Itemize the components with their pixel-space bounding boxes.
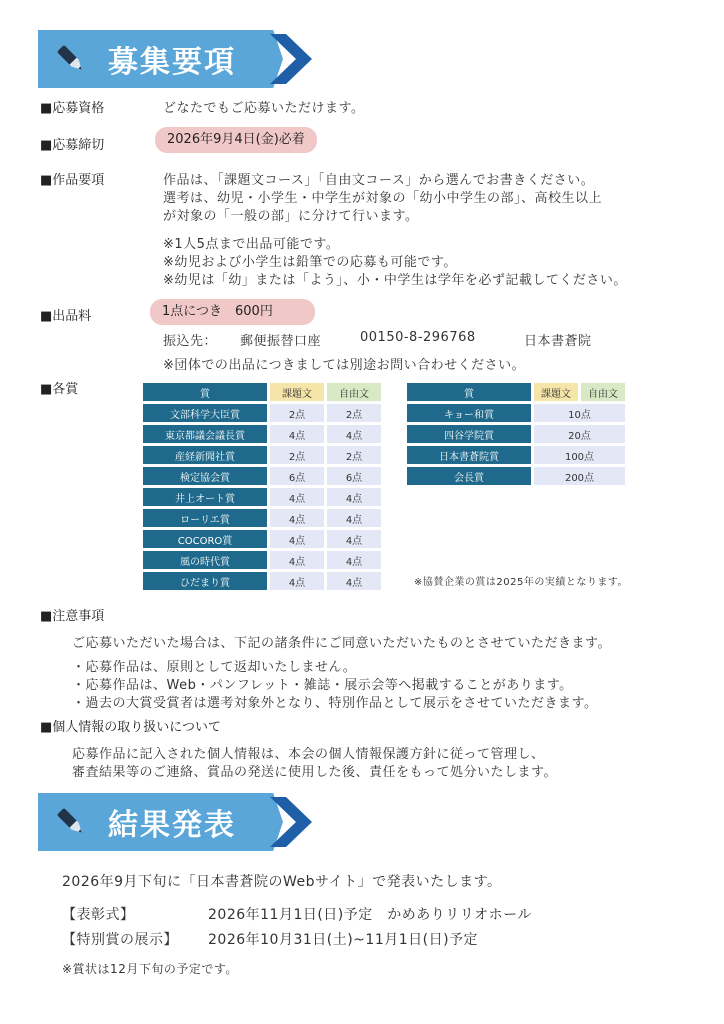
guidelines-line: が対象の「一般の部」に分けて行います。 [163,209,419,224]
prize-kadai: 2点 [270,446,324,464]
table-row [143,530,381,548]
prize-jiyu: 6点 [327,467,381,485]
table-row [143,446,381,464]
table-row [143,509,381,527]
prize-kadai: 4点 [270,530,324,548]
fee-label: ■出品料 [40,309,92,324]
notice-item: ・応募作品は、Web・パンフレット・雑誌・展示会等へ掲載することがあります。 [72,678,573,693]
prize-name: キョー和賞 [407,404,531,422]
prize-name: 会長賞 [407,467,531,485]
fee-note: ※団体での出品につきましては別途お問い合わせください。 [163,358,526,373]
prize-jiyu: 4点 [327,488,381,506]
prize-value: 200点 [534,467,625,485]
guidelines-note: ※1人5点まで出品可能です。 [163,237,340,252]
prize-name: 文部科学大臣賞 [143,404,267,422]
prize-name: ローリエ賞 [143,509,267,527]
prize-kadai: 2点 [270,404,324,422]
table-head-jiyu: 自由文 [327,383,381,401]
ceremony-text: 2026年11月1日(日)予定 かめありリリオホール [208,907,532,923]
exhibit-text: 2026年10月31日(土)~11月1日(日)予定 [208,932,479,948]
guidelines-label: ■作品要項 [40,173,105,188]
prize-kadai: 4点 [270,509,324,527]
table-row [143,551,381,569]
prize-kadai: 6点 [270,467,324,485]
privacy-label: ■個人情報の取り扱いについて [40,720,222,735]
prize-name: 四谷学院賞 [407,425,531,443]
prize-jiyu: 4点 [327,425,381,443]
table-row [143,404,381,422]
table-row [407,404,625,422]
awards-table-left [140,380,384,593]
results-note: ※賞状は12月下旬の予定です。 [62,962,238,976]
prize-name: 検定協会賞 [143,467,267,485]
guidelines-note: ※幼児は「幼」または「よう」、小・中学生は学年を必ず記載してください。 [163,273,627,288]
prize-value: 20点 [534,425,625,443]
prize-name: COCORO賞 [143,530,267,548]
notice-item: ・過去の大賞受賞者は選考対象外となり、特別作品として展示をさせていただきます。 [72,696,598,711]
eligibility-text: どなたでもご応募いただけます。 [163,101,365,116]
exhibit-label: 【特別賞の展示】 [62,932,178,948]
transfer-label: 振込先： [163,334,218,349]
prize-name: 産経新聞社賞 [143,446,267,464]
prize-name: 東京都議会議長賞 [143,425,267,443]
table-row [407,425,625,443]
table-row [143,488,381,506]
section-title: 募集要項 [108,45,236,80]
pen-icon [54,805,88,839]
results-announce: 2026年9月下旬に「日本書蒼院のWebサイト」で発表いたします。 [62,874,502,890]
section-title: 結果発表 [108,808,236,843]
prize-value: 10点 [534,404,625,422]
privacy-line: 審査結果等のご連絡、賞品の発送に使用した後、責任をもって処分いたします。 [72,765,557,780]
table-row [143,425,381,443]
guidelines-note: ※幼児および小学生は鉛筆での応募も可能です。 [163,255,457,270]
awards-label: ■各賞 [40,382,79,397]
table-head-prize: 賞 [407,383,531,401]
prize-kadai: 4点 [270,425,324,443]
prize-jiyu: 4点 [327,551,381,569]
prize-kadai: 4点 [270,572,324,590]
prize-jiyu: 4点 [327,509,381,527]
deadline-pill: 2026年9月4日(金)必着 [155,127,317,153]
table-head-prize: 賞 [143,383,267,401]
awards-footnote: ※協賛企業の賞は2025年の実績となります。 [414,577,629,588]
notices-intro: ご応募いただいた場合は、下記の諸条件にご同意いただいたものとさせていただきます。 [72,636,611,651]
prize-name: 日本書蒼院賞 [407,446,531,464]
prize-value: 100点 [534,446,625,464]
prize-jiyu: 2点 [327,446,381,464]
table-head-kadai: 課題文 [270,383,324,401]
privacy-line: 応募作品に記入された個人情報は、本会の個人情報保護方針に従って管理し、 [72,747,545,762]
chevron-icon [270,34,316,84]
notices-label: ■注意事項 [40,609,105,624]
prize-jiyu: 4点 [327,530,381,548]
notice-item: ・応募作品は、原則として返却いたしません。 [72,660,357,675]
table-row [407,446,625,464]
prize-kadai: 4点 [270,488,324,506]
transfer-holder: 日本書蒼院 [524,334,592,349]
prize-jiyu: 2点 [327,404,381,422]
prize-kadai: 4点 [270,551,324,569]
table-row [407,467,625,485]
transfer-account: 00150-8-296768 [360,330,476,345]
guidelines-line: 選考は、幼児・小学生・中学生が対象の「幼小中学生の部」、高校生以上 [163,191,603,206]
pen-icon [54,42,88,76]
prize-jiyu: 4点 [327,572,381,590]
table-row [143,467,381,485]
awards-table-right [404,380,628,488]
table-row [143,572,381,590]
transfer-type: 郵便振替口座 [240,334,322,349]
deadline-label: ■応募締切 [40,138,105,153]
table-head-kadai: 課題文 [534,383,578,401]
prize-name: 井上オート賞 [143,488,267,506]
prize-name: 風の時代賞 [143,551,267,569]
guidelines-line: 作品は、「課題文コース」「自由文コース」から選んでお書きください。 [163,173,595,188]
fee-pill: 1点につき 600円 [150,299,315,325]
chevron-icon [270,797,316,847]
table-head-jiyu: 自由文 [581,383,625,401]
eligibility-label: ■応募資格 [40,101,105,116]
prize-name: ひだまり賞 [143,572,267,590]
ceremony-label: 【表彰式】 [62,907,135,923]
